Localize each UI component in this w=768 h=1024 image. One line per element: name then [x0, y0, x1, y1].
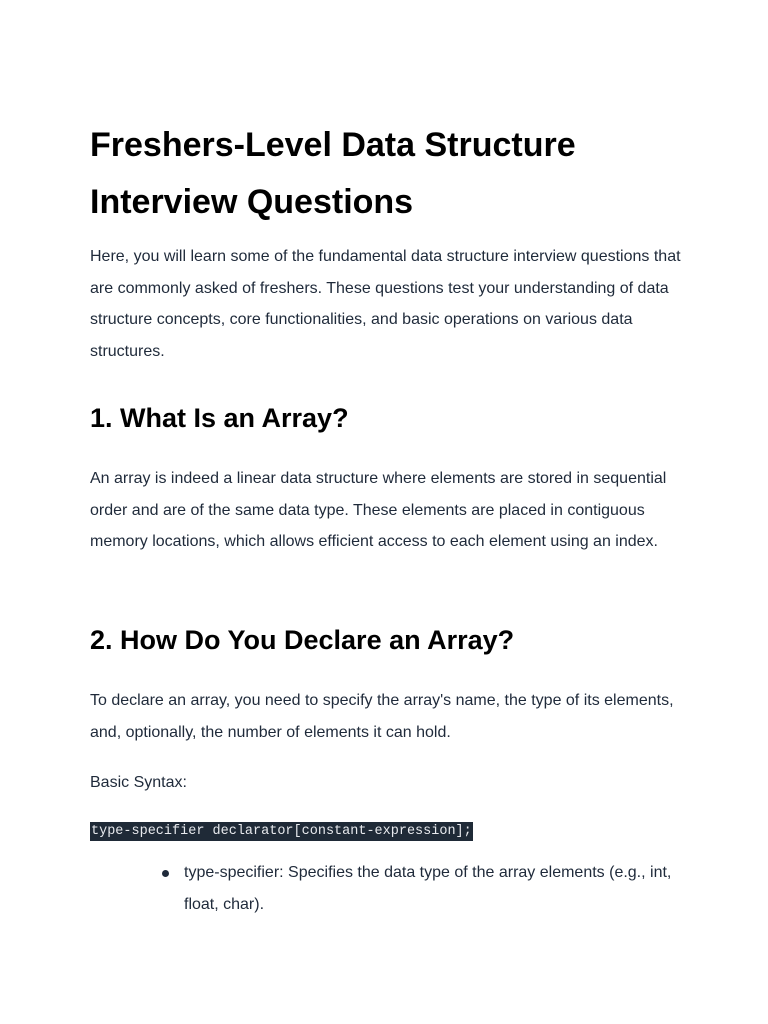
bullet-dot-icon — [162, 870, 169, 877]
list-item-text: type-specifier: Specifies the data type of the array elements (e.g., int, float, char). — [184, 864, 672, 913]
section-heading-declare-array: 2. How Do You Declare an Array? — [90, 625, 515, 655]
list-item — [150, 857, 690, 920]
section-heading-what-is-array: 1. What Is an Array? — [90, 403, 349, 433]
declare-array-paragraph: To declare an array, you need to specify the array's name, the type of its elements, and, optionally, the number of elements it can hold. — [90, 692, 674, 741]
basic-syntax-label: Basic Syntax: — [90, 774, 187, 791]
syntax-code-snippet: type-specifier declarator[constant-expression]; — [91, 824, 472, 839]
syntax-bullet-list — [150, 857, 690, 920]
intro-paragraph: Here, you will learn some of the fundamental data structure interview questions that are commonly asked of freshers. These questions test your understanding of data structure concepts, core functionalities, and basic operations on various data structures. — [90, 248, 681, 360]
array-definition-paragraph: An array is indeed a linear data structure where elements are stored in sequential order and are of the same data type. These elements are placed in contiguous memory locations, which allows efficient access to each element using an index. — [90, 470, 667, 550]
page-title: Freshers-Level Data Structure Interview Questions — [90, 126, 576, 221]
